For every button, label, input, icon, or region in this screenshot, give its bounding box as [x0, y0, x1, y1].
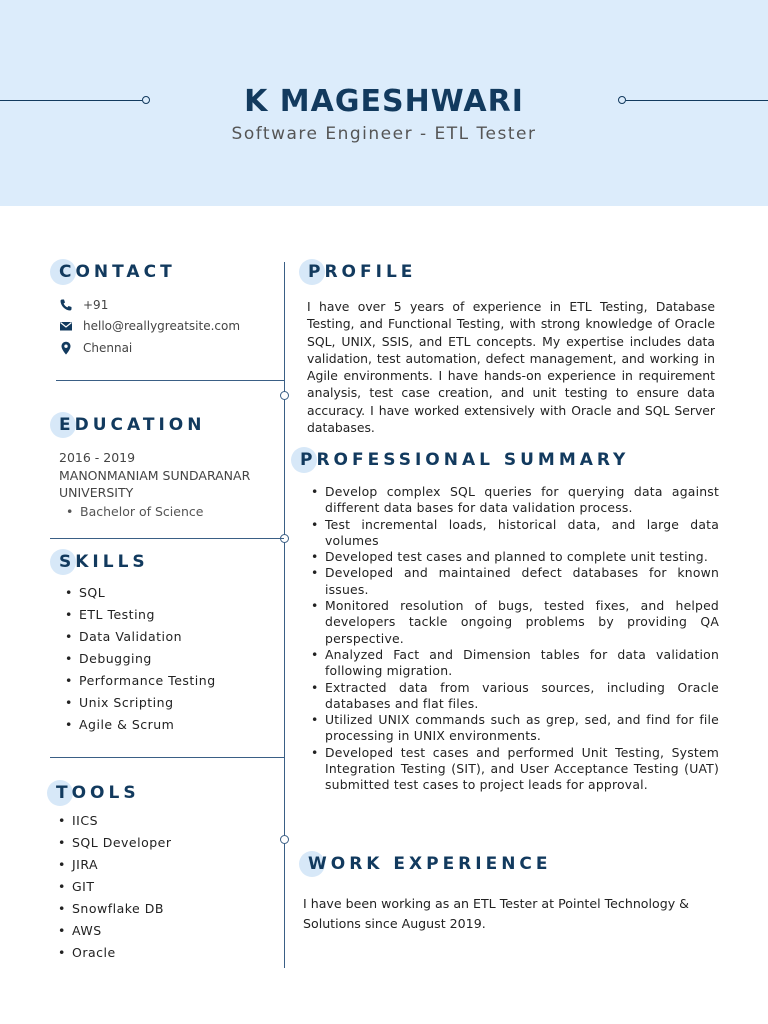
experience-heading: WORK EXPERIENCE — [308, 854, 552, 874]
section-divider — [56, 380, 284, 381]
education-heading: EDUCATION — [59, 415, 205, 435]
list-item: • Performance Testing — [79, 670, 216, 692]
section-divider — [50, 538, 284, 539]
summary-heading: PROFESSIONAL SUMMARY — [300, 450, 629, 470]
section-divider — [50, 757, 284, 758]
contact-email — [59, 318, 240, 334]
list-item: • Develop complex SQL queries for querying data against different data bases for data validation process. — [325, 484, 719, 517]
list-item: • Data Validation — [79, 626, 216, 648]
list-item: • IICS — [72, 810, 172, 832]
skills-list — [79, 582, 216, 736]
tools-heading: TOOLS — [56, 783, 140, 803]
list-item: • Debugging — [79, 648, 216, 670]
list-item: • Snowflake DB — [72, 898, 172, 920]
envelope-icon — [59, 319, 73, 333]
education-years: 2016 - 2019 — [59, 450, 136, 465]
list-item: • Extracted data from various sources, including Oracle databases and flat files. — [325, 680, 719, 713]
contact-location — [59, 340, 132, 356]
list-item: • ETL Testing — [79, 604, 216, 626]
skills-heading: SKILLS — [59, 552, 149, 572]
list-item: • Monitored resolution of bugs, tested fixes, and helped developers tackle ongoing problems by providing QA perspective. — [325, 598, 719, 647]
email-text: hello@reallygreatsite.com — [83, 319, 241, 333]
list-item: • GIT — [72, 876, 172, 898]
education-degree: • Bachelor of Science — [80, 504, 203, 519]
contact-phone — [59, 297, 108, 313]
summary-list — [325, 484, 719, 794]
divider-dot — [280, 391, 289, 400]
location-text: Chennai — [83, 341, 133, 355]
list-item: • Analyzed Fact and Dimension tables for data validation following migration. — [325, 647, 719, 680]
phone-icon — [59, 298, 73, 312]
map-pin-icon — [59, 341, 73, 355]
profile-text: I have over 5 years of experience in ETL Testing, Database Testing, and Functional Testing, with strong knowledge of Oracle SQL, UNIX, SSIS, and ETL concepts. My expertise includes data validation, test automation, defect management, and working in Agile environments. I have hands-on experience in requirement analysis, test case creation, and unit testing to ensure data accuracy. I have worked extensively with Oracle and SQL Server databases. — [307, 299, 715, 436]
list-item: • Developed test cases and planned to complete unit testing. — [325, 549, 719, 565]
tools-list — [72, 810, 172, 964]
list-item: • SQL Developer — [72, 832, 172, 854]
candidate-title: Software Engineer - ETL Tester — [231, 124, 537, 144]
list-item: • Developed and maintained defect databases for known issues. — [325, 565, 719, 598]
list-item: • Utilized UNIX commands such as grep, sed, and find for file processing in UNIX environments. — [325, 712, 719, 745]
profile-heading: PROFILE — [308, 262, 416, 282]
header-banner — [0, 0, 768, 206]
phone-text: +91 — [83, 298, 109, 312]
list-item: • Developed test cases and performed Unit Testing, System Integration Testing (SIT), and User Acceptance Testing (UAT) submitted test cases to project leads for approval. — [325, 745, 719, 794]
list-item: • Test incremental loads, historical data, and large data volumes — [325, 517, 719, 550]
list-item: • SQL — [79, 582, 216, 604]
list-item: • Oracle — [72, 942, 172, 964]
divider-dot — [280, 835, 289, 844]
list-item: • AWS — [72, 920, 172, 942]
list-item: • Agile & Scrum — [79, 714, 216, 736]
list-item: • JIRA — [72, 854, 172, 876]
list-item: • Unix Scripting — [79, 692, 216, 714]
experience-text: I have been working as an ETL Tester at Pointel Technology & Solutions since August 2019. — [303, 896, 689, 931]
contact-heading: CONTACT — [59, 262, 176, 282]
education-school: MANONMANIAM SUNDARANAR UNIVERSITY — [59, 468, 251, 500]
candidate-name: K MAGESHWARI — [244, 84, 524, 119]
column-divider — [284, 262, 285, 968]
